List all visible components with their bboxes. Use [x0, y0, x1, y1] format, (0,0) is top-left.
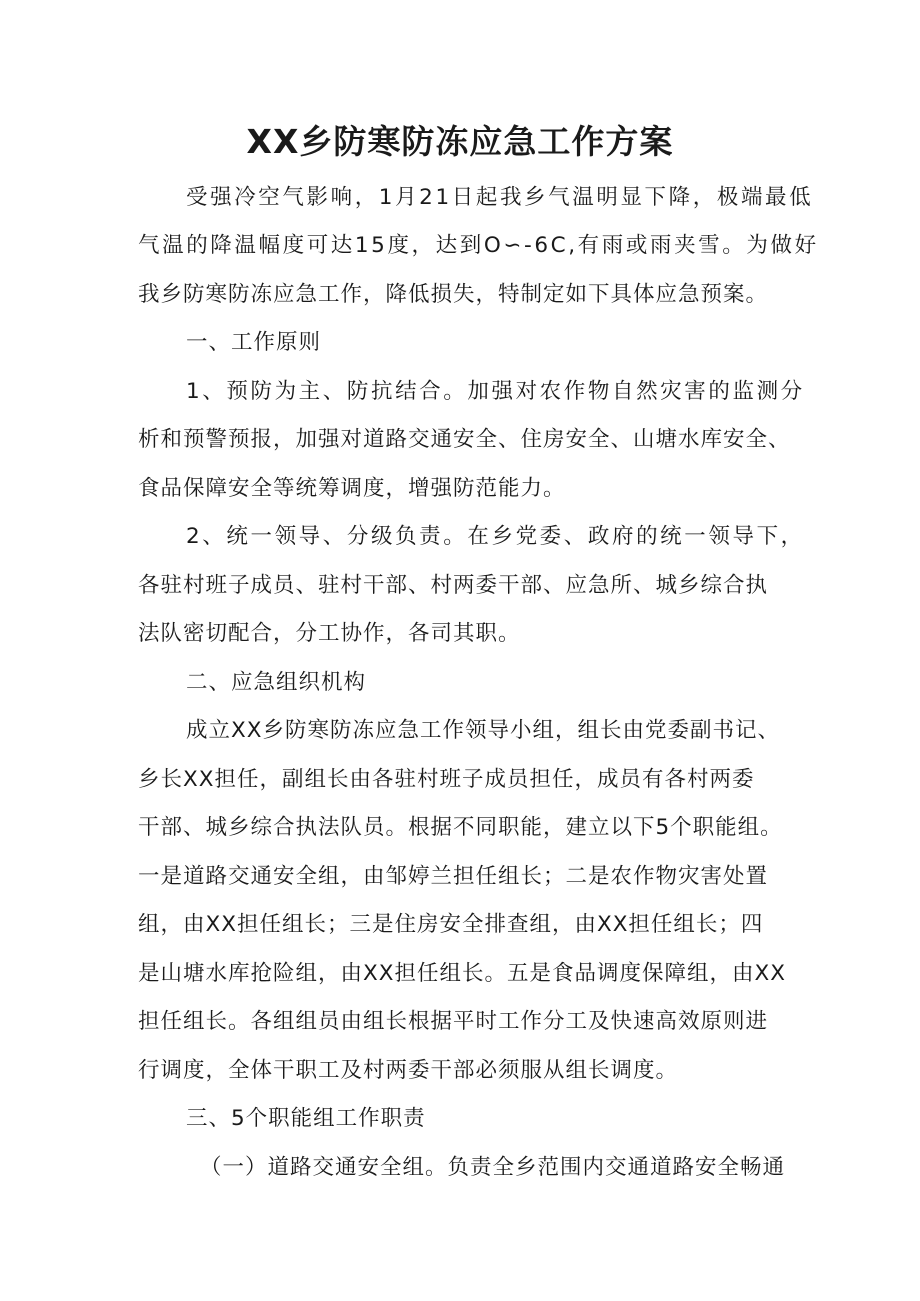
paragraph-line: 干部、城乡综合执法队员。根据不同职能，建立以下5个职能组。 — [138, 815, 783, 840]
paragraph-line: 担任组长。各组组员由组长根据平时工作分工及快速高效原则进 — [138, 1009, 769, 1034]
paragraph-line: 一是道路交通安全组，由邹婷兰担任组长；二是农作物灾害处置 — [138, 864, 769, 889]
paragraph-line: 受强冷空气影响，1月21日起我乡气温明显下降，极端最低 — [186, 185, 814, 210]
paragraph-line: 我乡防寒防冻应急工作，降低损失，特制定如下具体应急预案。 — [138, 282, 769, 307]
section-heading: 一、工作原则 — [186, 330, 322, 355]
paragraph-line: 2、统一领导、分级负责。在乡党委、政府的统一领导下， — [186, 524, 805, 549]
paragraph-line: 成立XX乡防寒防冻应急工作领导小组，组长由党委副书记、 — [186, 718, 780, 743]
paragraph-line: 组，由XX担任组长；三是住房安全排查组，由XX担任组长；四 — [138, 912, 764, 937]
paragraph-line: 是山塘水库抢险组，由XX担任组长。五是食品调度保障组，由XX — [138, 961, 786, 986]
paragraph-line: 法队密切配合，分工协作，各司其职。 — [138, 621, 521, 646]
paragraph-line: 各驻村班子成员、驻村干部、村两委干部、应急所、城乡综合执 — [138, 573, 769, 598]
paragraph-line: 1、预防为主、防抗结合。加强对农作物自然灾害的监测分 — [186, 379, 805, 404]
section-heading: 三、5个职能组工作职责 — [186, 1106, 426, 1131]
paragraph-line: 气温的降温幅度可达15度，达到O∽-6C,有雨或雨夹雪。为做好 — [138, 233, 819, 258]
document-title: XX乡防寒防冻应急工作方案 — [246, 122, 674, 161]
paragraph-line: 食品保障安全等统筹调度，增强防范能力。 — [138, 476, 566, 501]
subsection-line: （一）道路交通安全组。负责全乡范围内交通道路安全畅通 — [200, 1155, 786, 1180]
paragraph-line: 行调度，全体干职工及村两委干部必须服从组长调度。 — [138, 1058, 679, 1083]
section-heading: 二、应急组织机构 — [186, 670, 367, 695]
paragraph-line: 析和预警预报，加强对道路交通安全、住房安全、山塘水库安全、 — [138, 427, 791, 452]
paragraph-line: 乡长XX担任，副组长由各驻村班子成员担任，成员有各村两委 — [138, 767, 755, 792]
